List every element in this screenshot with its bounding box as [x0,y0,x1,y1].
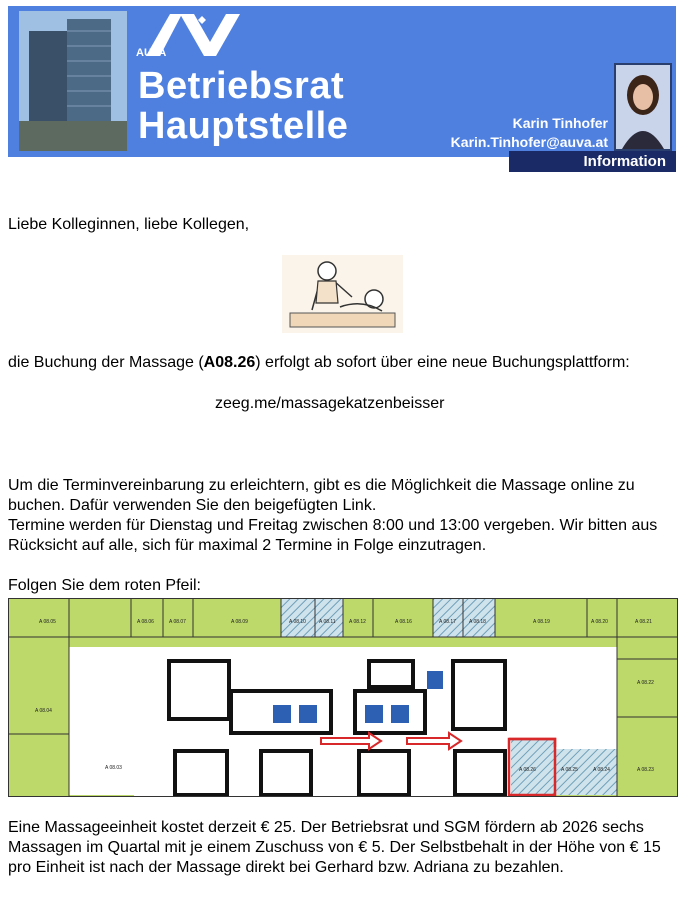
brand-title [138,66,348,146]
room-label: A 08.16 [395,619,412,625]
room-label: A 08.09 [231,619,248,625]
auva-logo [136,12,258,58]
online-booking-paragraph [8,476,674,556]
building-photo [19,11,127,151]
greeting: Liebe Kolleginnen, liebe Kollegen, [8,216,250,233]
para1-after: ) erfolgt ab sofort über eine neue Buchungsplattform: [255,354,630,371]
logo-text: AUVA [136,47,167,58]
room-label: A 08.07 [169,619,186,625]
room-label: A 08.25 [561,767,578,773]
room-label: A 08.21 [635,619,652,625]
room-label: A 08.26 [519,767,536,773]
room-label: A 08.17 [439,619,456,625]
room-label: A 08.18 [469,619,486,625]
follow-arrow-text: Folgen Sie dem roten Pfeil: [8,577,201,594]
para2-line: Um die Terminvereinbarung zu erleichtern, gibt es die Möglichkeit die Massage online zu buchen. Dafür verwenden Sie den beigefügten Link. [8,477,635,514]
price-paragraph: Eine Massageeinheit kostet derzeit € 25. Der Betriebsrat und SGM fördern ab 2026 sechs Massagen im Quartal mit je einem Zuschuss von € 5. Der Selbstbehalt in der Höhe von € 15 pro Einheit ist nach der Massage direkt bei Gerhard bzw. Adriana zu bezahlen. [8,819,661,876]
room-label: A 08.20 [591,619,608,625]
room-label: A 08.12 [349,619,366,625]
room-label: A 08.06 [137,619,154,625]
para1-before: die Buchung der Massage ( [8,354,204,371]
room-label: A 08.24 [593,767,610,773]
room-label: A 08.10 [289,619,306,625]
floor-plan-svg [9,599,677,796]
room-label: A 08.04 [35,708,52,714]
room-label: A 08.05 [39,619,56,625]
para2b-line: Termine werden für Dienstag und Freitag zwischen 8:00 und 13:00 vergeben. Wir bitten aus Rücksicht auf alle, sich für maximal 2 Termine in Folge einzutragen. [8,517,658,554]
contact-portrait [614,63,672,151]
room-number: A08.26 [203,354,256,371]
information-bar: Information [509,151,676,172]
room-label: A 08.11 [319,619,336,625]
booking-paragraph [8,353,668,373]
massage-illustration [282,255,403,333]
title-line-1: Betriebsrat [138,65,345,107]
room-label: A 08.03 [105,765,122,771]
contact-email-link[interactable]: Karin.Tinhofer@auva.at [450,134,608,150]
room-label: A 08.23 [637,767,654,773]
booking-link[interactable]: zeeg.me/massagekatzenbeisser [215,395,445,412]
building-illustration [19,11,127,151]
room-label: A 08.22 [637,680,654,686]
title-line-2: Hauptstelle [138,105,349,147]
header-banner [8,6,676,157]
contact-name: Karin Tinhofer [512,115,608,131]
floor-plan [8,598,678,797]
room-label: A 08.19 [533,619,550,625]
